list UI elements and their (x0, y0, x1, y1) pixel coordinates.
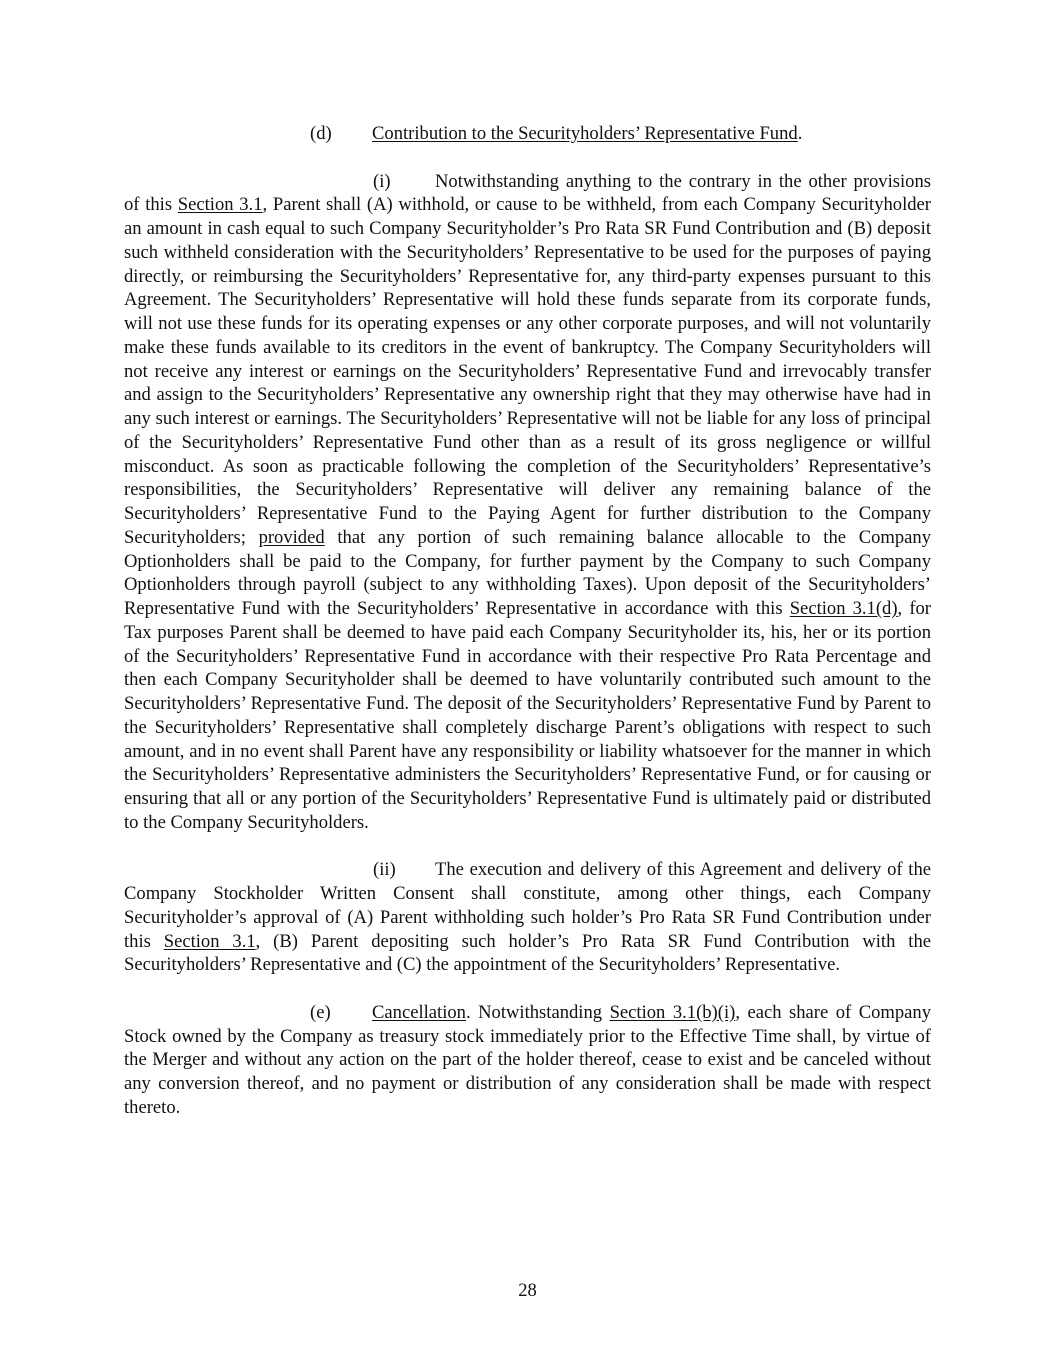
section-reference-link[interactable]: Section 3.1(b)(i) (609, 1001, 736, 1023)
section-d-i-paragraph (124, 170, 931, 835)
section-reference-link[interactable]: Section 3.1 (163, 930, 256, 952)
section-e-title-suffix: . Notwithstanding (465, 1001, 610, 1023)
section-e-text-1: , each share of Company Stock owned by the Company as treasury stock immediately prior to the Effective Time shall, by virtue of the Merger and without any action on the part of the holder thereof, cease to exist and be canceled without any conversion thereof, and no payment or distribution of any consideration shall be made with respect thereto. (124, 1001, 932, 1118)
section-e-title: Cancellation (372, 1001, 466, 1023)
section-e-paragraph (124, 1001, 931, 1120)
section-d-ii-marker: (ii) (373, 859, 396, 881)
section-d-ii-text-1: The execution and delivery of this Agreement and delivery of the Company Stockholder Written Consent shall constitute, among other things, each Company Securityholder’s approval of (A) Parent withholding such holder’s Pro Rata SR Fund Contribution under this (124, 859, 931, 952)
section-d-ii-paragraph (124, 858, 931, 977)
section-d-i-text-1: Notwithstanding anything to the contrary in the other provisions of this (124, 170, 931, 216)
section-d-i-text-3: that any portion of such remaining balance allocable to the Company Optionholders shall be paid to the Company, for further payment by the Company to such Company Optionholders through payroll (subject to any withholding Taxes). Upon deposit of the Securityholders’ Representative Fund with the Securityholders’ Representative in accordance with this (124, 526, 931, 619)
page-number: 28 (518, 1280, 537, 1301)
section-d-i-text-4: , for Tax purposes Parent shall be deemed to have paid each Company Securityholder its, his, her or its portion of the Securityholders’ Representative Fund in accordance with their respective Pro Rata Percentage and then each Company Securityholder shall be deemed to have voluntarily contributed such amount to the Securityholders’ Representative Fund. The deposit of the Securityholders’ Representative Fund by Parent to the Securityholders’ Representative shall completely discharge Parent’s obligations with respect to such amount, and in no event shall Parent have any responsibility or liability whatsoever for the manner in which the Securityholders’ Representative administers the Securityholders’ Representative Fund, or for causing or ensuring that all or any portion of the Securityholders’ Representative Fund is ultimately paid or distributed to the Company Securityholders. (124, 598, 932, 833)
section-d-heading (124, 122, 931, 146)
section-d-marker: (d) (310, 123, 332, 144)
section-d-i-text-2: , Parent shall (A) withhold, or cause to be withheld, from each Company Securityholder an amount in cash equal to such Company Securityholder’s Pro Rata SR Fund Contribution and (B) deposit such withheld consideration with the Securityholders’ Representative to be used for the purposes of paying directly, or reimbursing the Securityholders’ Representative for, any third-party expenses pursuant to this Agreement. The Securityholders’ Representative will hold these funds separate from its corporate funds, will not use these funds for its operating expenses or any other corporate purposes, and will not voluntarily make these funds available to its creditors in the event of bankruptcy. The Company Securityholders will not receive any interest or earnings on the Securityholders’ Representative Fund and irrevocably transfer and assign to the Securityholders’ Representative any ownership right that they may otherwise have had in any such interest or earnings. The Securityholders’ Representative will not be liable for any loss of principal of the Securityholders’ Representative Fund other than as a result of its gross negligence or willful misconduct. As soon as practicable following the completion of the Securityholders’ Representative’s responsibilities, the Securityholders’ Representative will deliver any remaining balance of the Securityholders’ Representative Fund to the Paying Agent for further distribution to the Company Securityholders; (124, 194, 931, 548)
section-reference-link[interactable]: Section 3.1 (177, 194, 263, 216)
section-d-ii-text-2: , (B) Parent depositing such holder’s Pro Rata SR Fund Contribution with the Securityholders’ Representative and (C) the appointment of the Securityholders’ Representative. (124, 930, 931, 976)
section-reference-link[interactable]: Section 3.1(d) (789, 598, 898, 619)
section-e-marker: (e) (310, 1001, 331, 1023)
document-page (124, 122, 931, 1120)
section-d-title: Contribution to the Securityholders’ Representative Fund (372, 123, 798, 144)
provided-emphasis: provided (258, 526, 325, 548)
section-d-i-marker: (i) (373, 170, 391, 192)
section-d-title-suffix: . (797, 123, 803, 144)
